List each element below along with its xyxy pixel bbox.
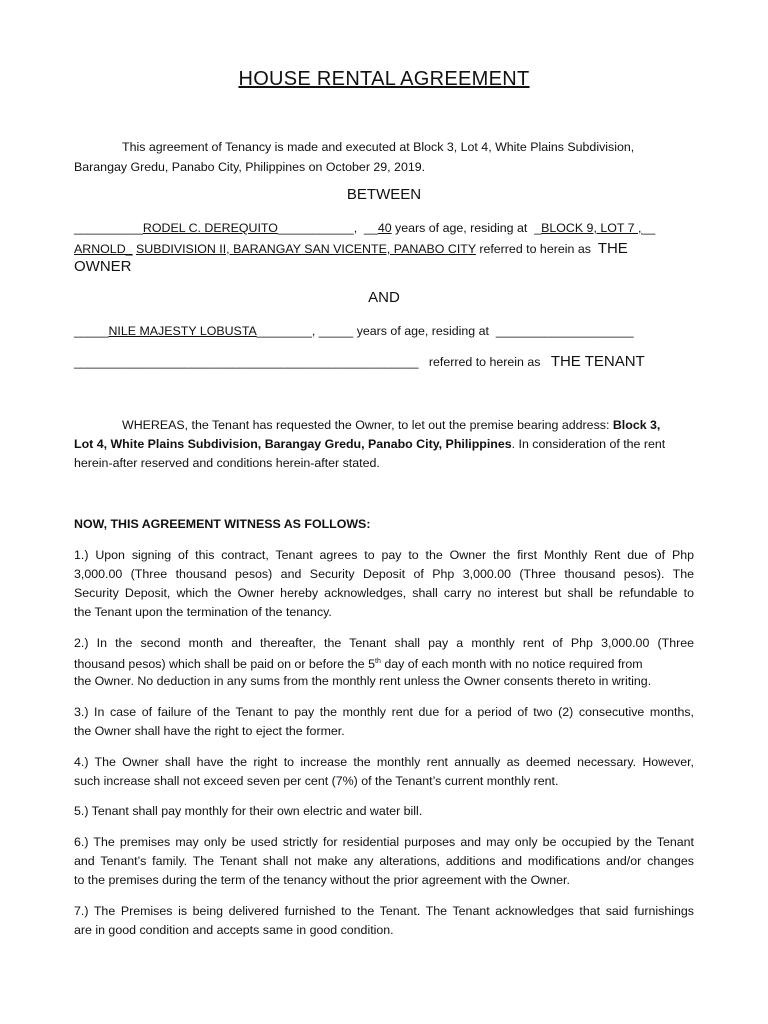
whereas-line-3: herein-after reserved and conditions herein-after stated.	[74, 456, 380, 470]
tenant-address-blank: ____________________	[495, 324, 634, 338]
tenant-role: THE TENANT	[550, 353, 645, 370]
owner-address-2b: SUBDIVISION II, BARANGAY SAN VICENTE, PANABO CITY	[135, 242, 476, 256]
clause-4-line-1: 4.) The Owner shall have the right to increase the monthly rent annually as deemed necessary. However,	[74, 755, 694, 769]
intro-line-1: This agreement of Tenancy is made and executed at Block 3, Lot 4, White Plains Subdivision,	[122, 140, 635, 154]
tenant-line-1: _____NILE MAJESTY LOBUSTA________, _____ years of age, residing at ____________________	[74, 324, 634, 338]
clause-2-line-1: 2.) In the second month and thereafter, the Tenant shall pay a monthly rent of Php 3,000.00 (Three	[74, 636, 694, 650]
tenant-blank-lead: _____	[74, 324, 109, 338]
whereas-line-1	[122, 417, 694, 433]
clause-5-line-1: 5.) Tenant shall pay monthly for their own electric and water bill.	[74, 804, 423, 818]
between-heading: BETWEEN	[346, 186, 422, 203]
tenant-line-2	[74, 354, 645, 370]
clause-2-text-b: day of each month with no notice required from	[380, 657, 643, 672]
whereas-text-2: . In consideration of the rent	[511, 437, 666, 451]
whereas-address-1: Block 3,	[612, 418, 661, 432]
owner-name: RODEL C. DEREQUITO	[142, 221, 278, 235]
clause-1-line-1: 1.) Upon signing of this contract, Tenant agrees to pay to the Owner the first Monthly Rent due of Php	[74, 548, 694, 562]
clause-2-text-a: thousand pesos) which shall be paid on or before the 5	[74, 657, 376, 672]
owner-name-blank: ___________	[277, 221, 354, 235]
owner-line-2	[74, 241, 628, 257]
owner-role-the: THE	[597, 240, 628, 257]
tenant-name: NILE MAJESTY LOBUSTA	[108, 324, 257, 338]
owner-address-2a: ARNOLD_	[74, 242, 133, 256]
clause-4-line-2: such increase shall not exceed seven per cent (7%) of the Tenant’s current monthly rent.	[74, 774, 559, 788]
clause-6-line-2: and Tenant’s family. The Tenant shall not make any alterations, additions and modifications and/or changes	[74, 854, 694, 868]
and-heading: AND	[368, 289, 400, 306]
owner-address-1-tail: __	[641, 221, 656, 235]
owner-address-1: BLOCK 9, LOT 7 ,	[541, 221, 642, 235]
tenant-address-line-2-blank: __________________________________________________	[74, 355, 419, 369]
whereas-text-1: WHEREAS, the Tenant has requested the Owner, to let out the premise bearing address:	[122, 418, 613, 432]
whereas-line-2	[74, 436, 665, 452]
owner-role-owner: OWNER	[74, 258, 132, 275]
owner-years-label: years of age, residing at	[391, 221, 531, 235]
clause-7-line-1: 7.) The Premises is being delivered furnished to the Tenant. The Tenant acknowledges that said furnishings	[74, 904, 694, 918]
clause-2-superscript: th	[375, 658, 381, 665]
owner-age-prefix: __	[364, 221, 378, 235]
clause-1-line-2: 3,000.00 (Three thousand pesos) and Security Deposit of Php 3,000.00 (Three thousand pesos). The	[74, 567, 694, 581]
whereas-address-2: Lot 4, White Plains Subdivision, Barangay Gredu, Panabo City, Philippines	[74, 437, 512, 451]
owner-blank-lead: __________	[74, 221, 143, 235]
clause-2-line-3: the Owner. No deduction in any sums from the monthly rent unless the Owner consents thereto in writing.	[74, 674, 652, 688]
intro-line-2: Barangay Gredu, Panabo City, Philippines on October 29, 2019.	[74, 160, 426, 174]
tenant-years-label: years of age, residing at	[353, 324, 493, 338]
document-title: HOUSE RENTAL AGREEMENT	[238, 68, 530, 90]
clause-3-line-2: the Owner shall have the right to eject the former.	[74, 724, 345, 738]
clause-6-line-3: to the premises during the term of the tenancy without the prior agreement with the Owner.	[74, 873, 570, 887]
owner-age: 40	[377, 221, 392, 235]
clause-6-line-1: 6.) The premises may only be used strictly for residential purposes and may only be occupied by the Tenant	[74, 835, 694, 849]
clause-1-line-3: Security Deposit, which the Owner hereby acknowledges, shall carry no interest but shall be refundable to	[74, 586, 694, 600]
owner-address-prefix: _	[534, 221, 542, 235]
clause-2-line-2	[74, 654, 694, 672]
owner-referred: referred to herein as	[475, 242, 591, 256]
tenant-referred: referred to herein as	[425, 355, 544, 369]
tenant-age-blank: _____	[318, 324, 354, 338]
clause-3-line-1: 3.) In case of failure of the Tenant to pay the monthly rent due for a period of two (2) consecutive months,	[74, 705, 694, 719]
clause-1-line-4: the Tenant upon the termination of the tenancy.	[74, 605, 332, 619]
clause-7-line-2: are in good condition and accepts same in good condition.	[74, 923, 394, 937]
owner-line-1: __________RODEL C. DEREQUITO___________, __40 years of age, residing at _BLOCK 9, LOT 7 ,__	[74, 221, 656, 235]
witness-heading: NOW, THIS AGREEMENT WITNESS AS FOLLOWS:	[74, 517, 371, 531]
tenant-name-blank: ________	[256, 324, 312, 338]
